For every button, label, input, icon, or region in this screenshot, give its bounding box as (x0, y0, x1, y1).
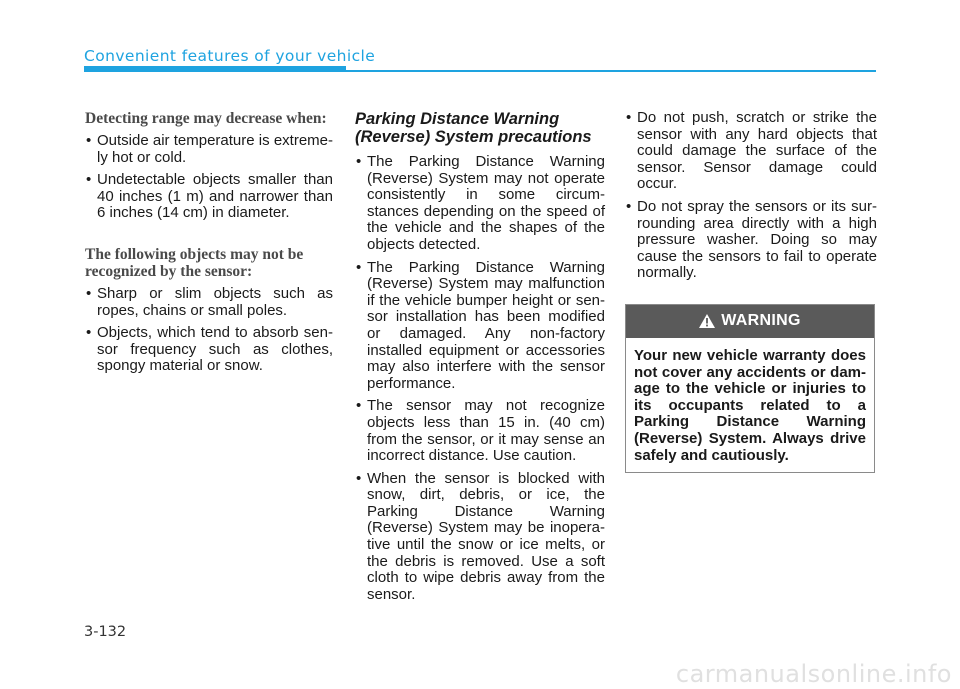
list-item: • Do not push, scratch or strike the sensor with any hard objects that could damage the surface of the sensor. Sensor damage could occur. (625, 110, 877, 193)
list-item: • The Parking Distance Warning (Reverse) System may not operate consistently in some circum-stances depending on the speed of the vehicle and the shapes of the objects detected. (355, 154, 605, 254)
precautions-title: Parking Distance Warning (Reverse) System precautions (355, 110, 592, 146)
warning-label: WARNING (721, 312, 801, 330)
detecting-range-list (85, 133, 333, 222)
list-item: • Objects, which tend to absorb sen-sor frequency such as clothes, spongy material or snow. (85, 325, 333, 375)
page-number: 3-132 (84, 624, 127, 640)
unrecognized-objects-list (85, 286, 333, 375)
header-rule-thick (84, 66, 346, 72)
list-item: • Outside air temperature is extreme-ly hot or cold. (85, 133, 333, 166)
subheading-unrecognized-objects: The following objects may not be recognized by the sensor: (85, 245, 304, 280)
sensor-care-list (625, 110, 877, 282)
list-item: • Undetectable objects smaller than 40 inches (1 m) and narrower than 6 inches (14 cm) in diameter. (85, 172, 333, 222)
warning-text: Your new vehicle warranty does not cover any accidents or dam-age to the vehicle or injuries to its occupants related to a Parking Distance Warning (Reverse) System. Always drive safely and cautiously. (634, 346, 866, 464)
list-item: • Sharp or slim objects such as ropes, chains or small poles. (85, 286, 333, 319)
section-header-title: Convenient features of your vehicle (84, 47, 376, 65)
list-item: • When the sensor is blocked with snow, dirt, debris, or ice, the Parking Distance Warning (Reverse) System may be inopera-tive until the snow or ice melts, or the debris is removed. Use a soft cloth to wipe debris away from the sensor. (355, 471, 605, 604)
list-item: • Do not spray the sensors or its sur-rounding area directly with a high pressure washer. Doing so may cause the sensors to fail to operate normally. (625, 199, 877, 282)
column-middle (355, 110, 605, 609)
column-left (85, 110, 333, 381)
list-item: • The sensor may not recognize objects less than 15 in. (40 cm) from the sensor, or it may sense an incorrect distance. Use caution. (355, 398, 605, 464)
header-rule-thin (346, 70, 876, 72)
warning-triangle-icon (699, 314, 715, 328)
precautions-list (355, 154, 605, 603)
warning-header (626, 305, 874, 338)
list-item: • The Parking Distance Warning (Reverse) System may malfunction if the vehicle bumper height or sen-sor installation has been modified or damaged. Any non-factory installed equipment or accessories may also interfere with the sensor performance. (355, 260, 605, 393)
warning-box (625, 304, 875, 473)
subheading-detecting-range: Detecting range may decrease when: (85, 110, 327, 127)
column-right (625, 110, 877, 473)
watermark: carmanualsonline.info (675, 660, 952, 688)
